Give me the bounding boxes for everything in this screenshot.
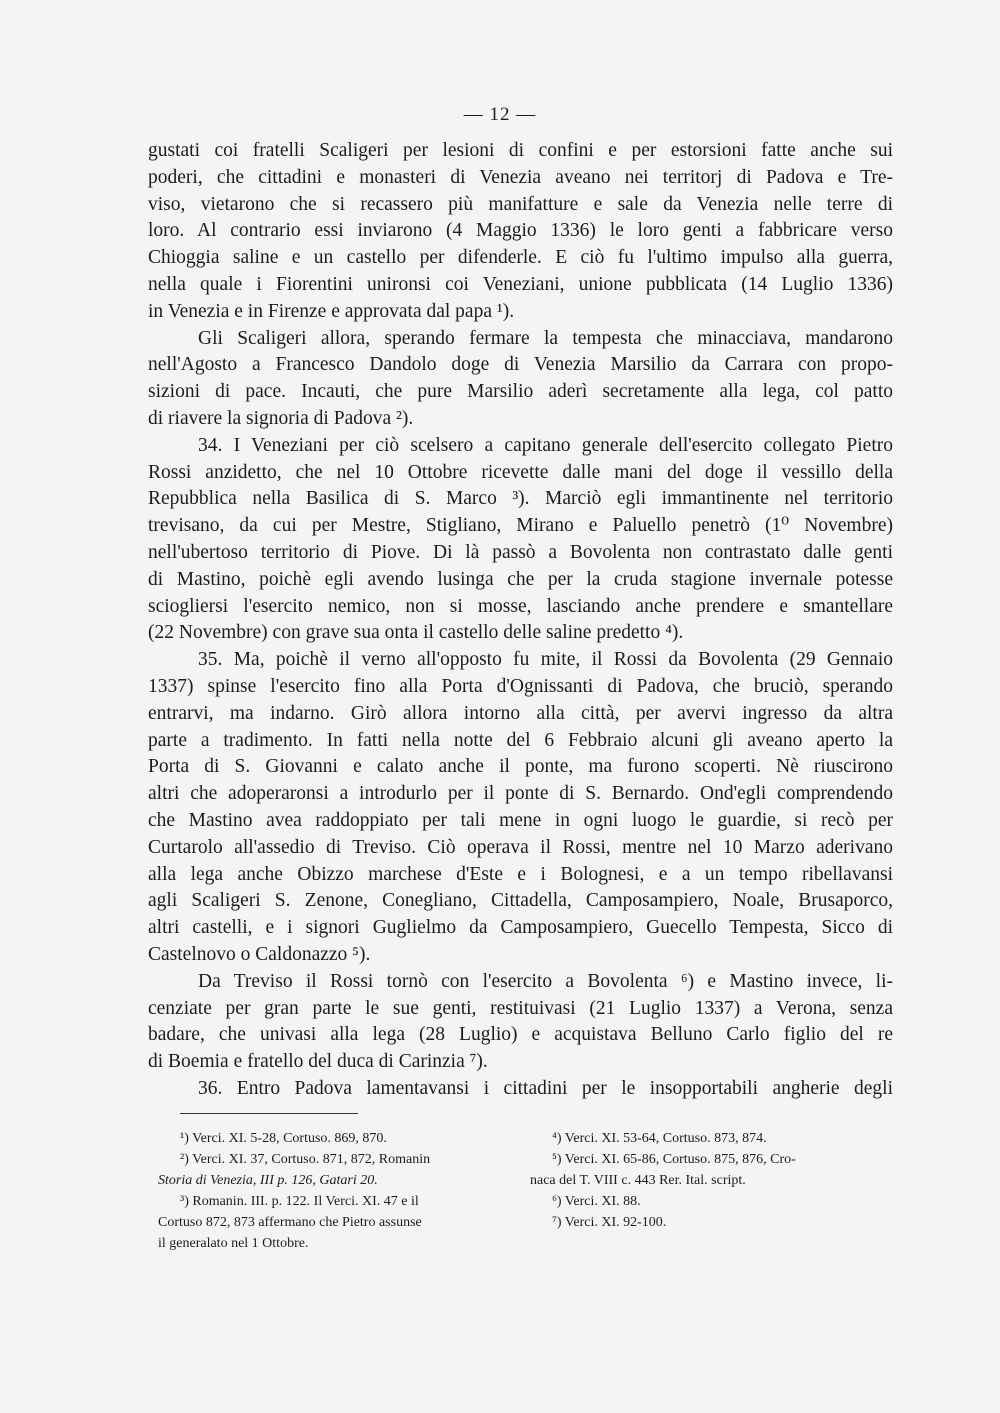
text-line: 36. Entro Padova lamentavansi i cittadini per le insopportabili angherie degli bbox=[198, 1077, 893, 1099]
text-line: cenziate per gran parte le sue genti, restituivasi (21 Luglio 1337) a Verona, senza bbox=[148, 997, 893, 1019]
body-text bbox=[148, 138, 893, 1103]
text-line: sciogliersi l'esercito nemico, non si mosse, lasciando anche prendere e smantellare bbox=[148, 595, 893, 617]
text-line: di riavere la signoria di Padova ²). bbox=[148, 407, 414, 429]
footnotes-right-column bbox=[530, 1128, 904, 1233]
text-line: di Boemia e fratello del duca di Carinzia ⁷). bbox=[148, 1051, 488, 1073]
text-line: trevisano, da cui per Mestre, Stigliano, Mirano e Paluello penetrò (1⁰ Novembre) bbox=[148, 515, 893, 537]
footnote: ⁶) Verci. XI. 88. bbox=[552, 1194, 641, 1209]
text-line: badare, che univasi alla lega (28 Luglio) e acquistava Belluno Carlo figlio del re bbox=[148, 1024, 893, 1046]
text-line: Porta di S. Giovanni e calato anche il ponte, ma furono scoperti. Nè riuscirono bbox=[148, 756, 893, 778]
text-line: agli Scaligeri S. Zenone, Conegliano, Cittadella, Camposampiero, Noale, Brusaporco, bbox=[148, 890, 893, 912]
footnote: ⁷) Verci. XI. 92-100. bbox=[552, 1215, 667, 1230]
footnote: ⁴) Verci. XI. 53-64, Cortuso. 873, 874. bbox=[552, 1131, 767, 1146]
text-line: altri castelli, e i signori Guglielmo da Camposampiero, Guecello Tempesta, Sicco di bbox=[148, 917, 893, 939]
footnote: ³) Romanin. III. p. 122. Il Verci. XI. 47 e il bbox=[180, 1194, 419, 1209]
text-line: Chioggia saline e un castello per difenderle. E ciò fu l'ultimo impulso alla guerra, bbox=[148, 247, 893, 269]
text-line: Gli Scaligeri allora, sperando fermare la tempesta che minacciava, mandarono bbox=[198, 327, 893, 349]
text-line: parte a tradimento. In fatti nella notte del 6 Febbraio alcuni gli aveano aperto la bbox=[148, 729, 893, 751]
text-line: sizioni di pace. Incauti, che pure Marsilio aderì secretamente alla lega, col patto bbox=[148, 381, 893, 403]
text-line: Curtarolo all'assedio di Treviso. Ciò operava il Rossi, mentre nel 10 Marzo aderivano bbox=[148, 836, 893, 858]
text-line: (22 Novembre) con grave sua onta il castello delle saline predetto ⁴). bbox=[148, 622, 684, 644]
text-line: Da Treviso il Rossi tornò con l'esercito a Bovolenta ⁶) e Mastino invece, li- bbox=[198, 970, 893, 992]
text-line: Castelnovo o Caldonazzo ⁵). bbox=[148, 943, 371, 965]
text-line: viso, vietarono che si recassero più manifatture e sale da Venezia nelle terre di bbox=[148, 193, 893, 215]
footnote-divider bbox=[180, 1113, 358, 1114]
footnote-continuation: il generalato nel 1 Ottobre. bbox=[158, 1236, 309, 1251]
text-line: di Mastino, poichè egli avendo lusinga che per la cruda stagione invernale potesse bbox=[148, 568, 893, 590]
text-line: loro. Al contrario essi inviarono (4 Maggio 1336) le loro genti a fabbricare verso bbox=[148, 220, 893, 242]
text-line: Repubblica nella Basilica di S. Marco ³). Marciò egli immantinente nel territorio bbox=[148, 488, 893, 510]
footnote: ²) Verci. XI. 37, Cortuso. 871, 872, Romanin bbox=[180, 1152, 431, 1167]
text-line: in Venezia e in Firenze e approvata dal papa ¹). bbox=[148, 300, 515, 322]
footnote-continuation: Cortuso 872, 873 affermano che Pietro assunse bbox=[158, 1215, 422, 1230]
text-line: 34. I Veneziani per ciò scelsero a capitano generale dell'esercito collegato Pietro bbox=[198, 434, 893, 456]
text-line: nella quale i Fiorentini unironsi coi Veneziani, unione pubblicata (14 Luglio 1336) bbox=[148, 273, 893, 295]
page-number: — 12 — bbox=[463, 104, 537, 125]
text-line: entrarvi, ma indarno. Girò allora intorno alla città, per avervi ingresso da altra bbox=[148, 702, 893, 724]
text-line: altri che adoperaronsi a introdurlo per il ponte di S. Bernardo. Ond'egli comprendendo bbox=[148, 783, 893, 805]
text-line: 35. Ma, poichè il verno all'opposto fu mite, il Rossi da Bovolenta (29 Gennaio bbox=[198, 649, 893, 671]
text-line: poderi, che cittadini e monasteri di Venezia aveano nei territorj di Padova e Tre- bbox=[148, 166, 893, 188]
footnote-continuation: Storia di Venezia, III p. 126, Gatari 20. bbox=[158, 1173, 378, 1188]
footnote: ⁵) Verci. XI. 65-86, Cortuso. 875, 876, Cro- bbox=[552, 1152, 796, 1167]
footnotes-left-column bbox=[158, 1128, 508, 1254]
text-line: gustati coi fratelli Scaligeri per lesioni di confini e per estorsioni fatte anche sui bbox=[148, 140, 893, 161]
text-line: nell'Agosto a Francesco Dandolo doge di Venezia Marsilio da Carrara con propo- bbox=[148, 354, 893, 376]
text-line: 1337) spinse l'esercito fino alla Porta d'Ognissanti di Padova, che bruciò, sperando bbox=[148, 675, 893, 697]
text-line: che Mastino avea raddoppiato per tali mene in ogni luogo le guardie, si recò per bbox=[148, 809, 893, 831]
footnote: ¹) Verci. XI. 5-28, Cortuso. 869, 870. bbox=[180, 1131, 387, 1146]
footnote-continuation: naca del T. VIII c. 443 Rer. Ital. script. bbox=[530, 1173, 746, 1188]
text-line: alla lega anche Obizzo marchese d'Este e i Bolognesi, e a un tempo ribellavansi bbox=[148, 863, 893, 885]
text-line: nell'ubertoso territorio di Piove. Di là passò a Bovolenta non contrastato dalle genti bbox=[148, 541, 893, 563]
text-line: Rossi anzidetto, che nel 10 Ottobre ricevette dalle mani del doge il vessillo della bbox=[148, 461, 893, 483]
